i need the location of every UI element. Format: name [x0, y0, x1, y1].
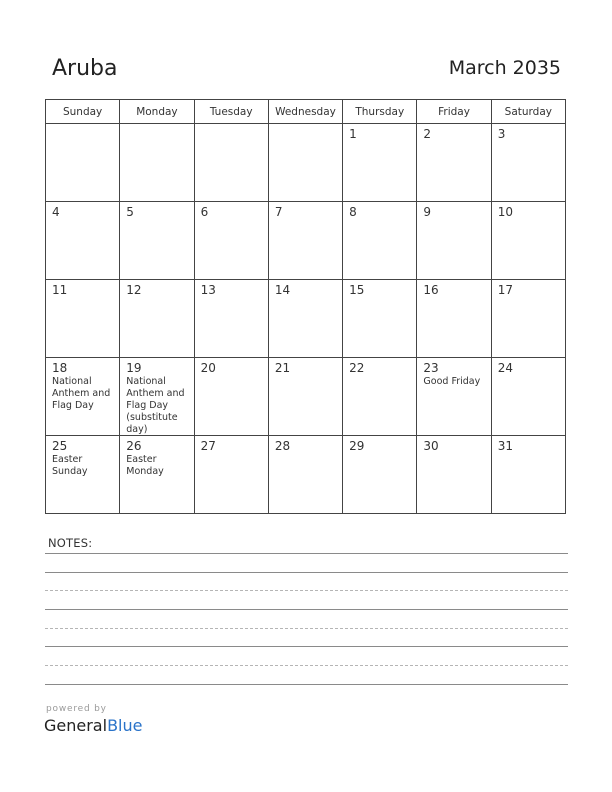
day-number: 23: [423, 361, 439, 375]
country-title: Aruba: [52, 56, 118, 81]
day-number: 9: [423, 205, 432, 219]
day-number: 30: [423, 439, 439, 453]
day-cell: [46, 436, 120, 514]
brand-general: General: [44, 716, 108, 735]
day-number: 13: [200, 283, 216, 297]
holiday-label: [423, 376, 490, 388]
empty-day-cell: [268, 124, 342, 202]
day-number: 22: [349, 361, 365, 375]
holiday-label-line: Flag Day: [52, 400, 94, 411]
notes-line: [45, 665, 568, 666]
day-number: 11: [52, 283, 68, 297]
day-number: 27: [200, 439, 216, 453]
day-number: 24: [497, 361, 513, 375]
notes-line: [45, 553, 568, 554]
week-row: [46, 280, 566, 358]
day-cell: [46, 280, 120, 358]
holiday-label-line: (substitute: [126, 412, 178, 423]
day-number: 4: [52, 205, 60, 219]
day-cell: [343, 202, 417, 280]
week-row: [46, 202, 566, 280]
weekday-sunday: Sunday: [46, 100, 120, 124]
day-cell: [120, 280, 194, 358]
day-number: 21: [274, 361, 291, 375]
week-row: [46, 124, 566, 202]
day-cell: [120, 358, 194, 436]
day-cell: [194, 280, 268, 358]
week-row: [46, 436, 566, 514]
day-cell: [417, 280, 491, 358]
day-number: 2: [423, 127, 432, 141]
week-row: [46, 358, 566, 436]
holiday-label-line: Easter: [126, 454, 157, 465]
holiday-label: [52, 454, 119, 478]
day-cell: [417, 358, 491, 436]
holiday-label-line: Sunday: [52, 466, 88, 477]
empty-day-cell: [46, 124, 120, 202]
day-number: 15: [349, 283, 365, 297]
day-cell: [343, 436, 417, 514]
holiday-label-line: Flag Day: [126, 400, 169, 411]
day-cell: [268, 358, 342, 436]
day-number: 8: [349, 205, 357, 219]
day-cell: [343, 358, 417, 436]
day-number: 3: [497, 127, 506, 141]
day-number: 16: [423, 283, 439, 297]
holiday-label-line: Anthem and: [52, 388, 111, 399]
holiday-label-line: National: [126, 376, 166, 387]
notes-line: [45, 628, 568, 629]
day-cell: [491, 436, 565, 514]
day-cell: [194, 436, 268, 514]
day-cell: [194, 202, 268, 280]
notes-line: [45, 646, 568, 647]
generalblue-logo[interactable]: [44, 716, 142, 735]
day-cell: [491, 202, 565, 280]
powered-by-text: powered by: [46, 704, 107, 714]
holiday-label-line: Good Friday: [423, 376, 481, 387]
day-number: 20: [200, 361, 216, 375]
weekday-header-row: [46, 100, 566, 124]
day-cell: [491, 124, 565, 202]
holiday-label-line: Monday: [126, 466, 164, 477]
notes-line: [45, 684, 568, 685]
day-number: 7: [274, 205, 283, 219]
holiday-label-line: National: [52, 376, 92, 387]
day-cell: [343, 124, 417, 202]
notes-line: [45, 609, 568, 610]
day-cell: [46, 358, 120, 436]
month-title: March 2035: [448, 57, 561, 79]
holiday-label-line: Anthem and: [126, 388, 185, 399]
weekday-tuesday: Tuesday: [194, 100, 268, 124]
holiday-label: [126, 376, 193, 436]
day-number: 6: [200, 205, 209, 219]
day-cell: [343, 280, 417, 358]
weekday-thursday: Thursday: [343, 100, 417, 124]
day-number: 14: [274, 283, 291, 297]
day-cell: [417, 124, 491, 202]
day-number: 17: [497, 283, 513, 297]
holiday-label: [126, 454, 193, 478]
day-cell: [120, 436, 194, 514]
day-cell: [46, 202, 120, 280]
day-cell: [268, 202, 342, 280]
notes-label: NOTES:: [48, 536, 93, 550]
day-number: 26: [126, 439, 142, 453]
empty-day-cell: [194, 124, 268, 202]
day-cell: [417, 436, 491, 514]
holiday-label: [52, 376, 119, 412]
day-number: 29: [349, 439, 365, 453]
notes-line: [45, 590, 568, 591]
day-number: 5: [126, 205, 134, 219]
notes-line: [45, 572, 568, 573]
day-number: 25: [52, 439, 68, 453]
day-cell: [194, 358, 268, 436]
weekday-wednesday: Wednesday: [268, 100, 342, 124]
day-number: 1: [349, 127, 357, 141]
day-cell: [491, 358, 565, 436]
day-cell: [268, 280, 342, 358]
calendar-grid: [45, 99, 566, 514]
holiday-label-line: Easter: [52, 454, 83, 465]
day-cell: [417, 202, 491, 280]
day-number: 31: [497, 439, 513, 453]
holiday-label-line: day): [126, 424, 148, 435]
weekday-friday: Friday: [417, 100, 491, 124]
day-number: 18: [52, 361, 68, 375]
day-cell: [120, 202, 194, 280]
day-number: 12: [126, 283, 142, 297]
weekday-saturday: Saturday: [491, 100, 565, 124]
day-cell: [491, 280, 565, 358]
day-cell: [268, 436, 342, 514]
empty-day-cell: [120, 124, 194, 202]
day-number: 19: [126, 361, 142, 375]
day-number: 28: [274, 439, 291, 453]
weekday-monday: Monday: [120, 100, 194, 124]
day-number: 10: [497, 205, 513, 219]
brand-blue: Blue: [107, 716, 143, 735]
